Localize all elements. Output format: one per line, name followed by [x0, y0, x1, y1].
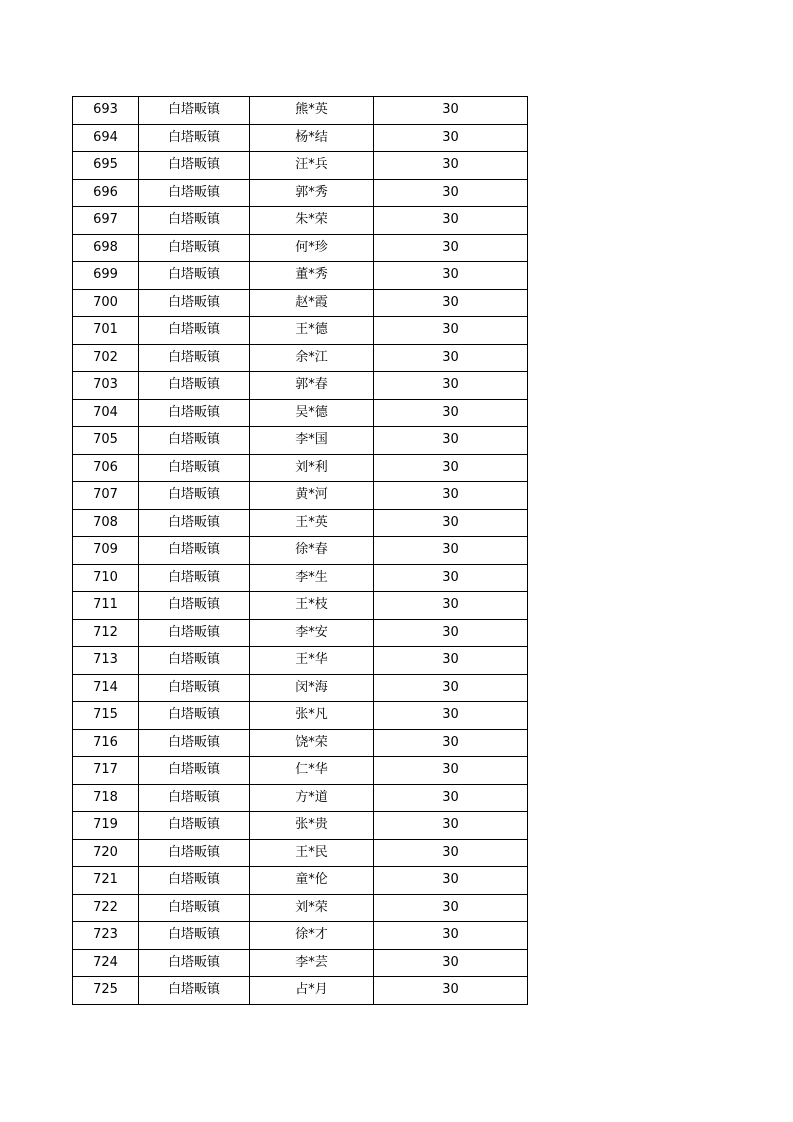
name-cell: 杨*结 [250, 124, 374, 152]
table-row [73, 729, 528, 757]
town-cell: 白塔畈镇 [139, 152, 250, 180]
amount-cell: 30 [374, 537, 528, 565]
row-number-cell: 717 [73, 757, 139, 785]
row-number-cell: 701 [73, 317, 139, 345]
name-cell: 张*贵 [250, 812, 374, 840]
amount-cell: 30 [374, 702, 528, 730]
row-number-cell: 725 [73, 977, 139, 1005]
name-cell: 饶*荣 [250, 729, 374, 757]
town-cell: 白塔畈镇 [139, 482, 250, 510]
amount-cell: 30 [374, 482, 528, 510]
amount-cell: 30 [374, 234, 528, 262]
town-cell: 白塔畈镇 [139, 674, 250, 702]
name-cell: 王*枝 [250, 592, 374, 620]
name-cell: 李*国 [250, 427, 374, 455]
table-row [73, 124, 528, 152]
table-row [73, 262, 528, 290]
row-number-cell: 722 [73, 894, 139, 922]
amount-cell: 30 [374, 262, 528, 290]
town-cell: 白塔畈镇 [139, 317, 250, 345]
row-number-cell: 711 [73, 592, 139, 620]
amount-cell: 30 [374, 784, 528, 812]
amount-cell: 30 [374, 647, 528, 675]
town-cell: 白塔畈镇 [139, 867, 250, 895]
town-cell: 白塔畈镇 [139, 949, 250, 977]
name-cell: 王*德 [250, 317, 374, 345]
town-cell: 白塔畈镇 [139, 262, 250, 290]
amount-cell: 30 [374, 124, 528, 152]
amount-cell: 30 [374, 427, 528, 455]
row-number-cell: 702 [73, 344, 139, 372]
amount-cell: 30 [374, 949, 528, 977]
row-number-cell: 694 [73, 124, 139, 152]
amount-cell: 30 [374, 922, 528, 950]
name-cell: 朱*荣 [250, 207, 374, 235]
table-row [73, 592, 528, 620]
table-row [73, 784, 528, 812]
row-number-cell: 698 [73, 234, 139, 262]
name-cell: 赵*霞 [250, 289, 374, 317]
roster-table-container [72, 96, 528, 1005]
town-cell: 白塔畈镇 [139, 179, 250, 207]
town-cell: 白塔畈镇 [139, 784, 250, 812]
table-row [73, 812, 528, 840]
row-number-cell: 704 [73, 399, 139, 427]
name-cell: 童*伦 [250, 867, 374, 895]
name-cell: 熊*英 [250, 97, 374, 125]
table-row [73, 757, 528, 785]
name-cell: 董*秀 [250, 262, 374, 290]
table-row [73, 234, 528, 262]
town-cell: 白塔畈镇 [139, 454, 250, 482]
row-number-cell: 703 [73, 372, 139, 400]
amount-cell: 30 [374, 509, 528, 537]
town-cell: 白塔畈镇 [139, 537, 250, 565]
table-body [73, 97, 528, 1005]
table-row [73, 97, 528, 125]
table-row [73, 344, 528, 372]
row-number-cell: 720 [73, 839, 139, 867]
table-row [73, 977, 528, 1005]
name-cell: 徐*春 [250, 537, 374, 565]
amount-cell: 30 [374, 344, 528, 372]
name-cell: 张*凡 [250, 702, 374, 730]
town-cell: 白塔畈镇 [139, 564, 250, 592]
town-cell: 白塔畈镇 [139, 757, 250, 785]
name-cell: 王*华 [250, 647, 374, 675]
table-row [73, 399, 528, 427]
name-cell: 仁*华 [250, 757, 374, 785]
amount-cell: 30 [374, 372, 528, 400]
row-number-cell: 714 [73, 674, 139, 702]
row-number-cell: 693 [73, 97, 139, 125]
table-row [73, 207, 528, 235]
town-cell: 白塔畈镇 [139, 289, 250, 317]
name-cell: 王*英 [250, 509, 374, 537]
town-cell: 白塔畈镇 [139, 427, 250, 455]
town-cell: 白塔畈镇 [139, 812, 250, 840]
amount-cell: 30 [374, 399, 528, 427]
table-row [73, 867, 528, 895]
table-row [73, 922, 528, 950]
row-number-cell: 709 [73, 537, 139, 565]
row-number-cell: 696 [73, 179, 139, 207]
name-cell: 李*安 [250, 619, 374, 647]
amount-cell: 30 [374, 839, 528, 867]
row-number-cell: 697 [73, 207, 139, 235]
amount-cell: 30 [374, 317, 528, 345]
roster-table [72, 96, 528, 1005]
row-number-cell: 719 [73, 812, 139, 840]
amount-cell: 30 [374, 674, 528, 702]
town-cell: 白塔畈镇 [139, 124, 250, 152]
row-number-cell: 721 [73, 867, 139, 895]
name-cell: 刘*利 [250, 454, 374, 482]
table-row [73, 564, 528, 592]
amount-cell: 30 [374, 289, 528, 317]
name-cell: 方*道 [250, 784, 374, 812]
town-cell: 白塔畈镇 [139, 509, 250, 537]
amount-cell: 30 [374, 454, 528, 482]
town-cell: 白塔畈镇 [139, 702, 250, 730]
row-number-cell: 706 [73, 454, 139, 482]
name-cell: 余*江 [250, 344, 374, 372]
name-cell: 郭*春 [250, 372, 374, 400]
amount-cell: 30 [374, 564, 528, 592]
town-cell: 白塔畈镇 [139, 399, 250, 427]
town-cell: 白塔畈镇 [139, 234, 250, 262]
town-cell: 白塔畈镇 [139, 207, 250, 235]
row-number-cell: 695 [73, 152, 139, 180]
table-row [73, 537, 528, 565]
row-number-cell: 713 [73, 647, 139, 675]
table-row [73, 702, 528, 730]
amount-cell: 30 [374, 757, 528, 785]
amount-cell: 30 [374, 97, 528, 125]
table-row [73, 372, 528, 400]
amount-cell: 30 [374, 894, 528, 922]
name-cell: 刘*荣 [250, 894, 374, 922]
town-cell: 白塔畈镇 [139, 619, 250, 647]
name-cell: 王*民 [250, 839, 374, 867]
table-row [73, 454, 528, 482]
name-cell: 吴*德 [250, 399, 374, 427]
name-cell: 汪*兵 [250, 152, 374, 180]
name-cell: 李*芸 [250, 949, 374, 977]
table-row [73, 619, 528, 647]
row-number-cell: 718 [73, 784, 139, 812]
town-cell: 白塔畈镇 [139, 372, 250, 400]
town-cell: 白塔畈镇 [139, 592, 250, 620]
table-row [73, 509, 528, 537]
row-number-cell: 707 [73, 482, 139, 510]
row-number-cell: 716 [73, 729, 139, 757]
amount-cell: 30 [374, 729, 528, 757]
row-number-cell: 712 [73, 619, 139, 647]
name-cell: 郭*秀 [250, 179, 374, 207]
table-row [73, 949, 528, 977]
table-row [73, 317, 528, 345]
town-cell: 白塔畈镇 [139, 647, 250, 675]
town-cell: 白塔畈镇 [139, 97, 250, 125]
table-row [73, 152, 528, 180]
table-row [73, 289, 528, 317]
table-row [73, 179, 528, 207]
row-number-cell: 710 [73, 564, 139, 592]
amount-cell: 30 [374, 867, 528, 895]
row-number-cell: 700 [73, 289, 139, 317]
name-cell: 何*珍 [250, 234, 374, 262]
table-row [73, 647, 528, 675]
table-row [73, 482, 528, 510]
town-cell: 白塔畈镇 [139, 922, 250, 950]
row-number-cell: 705 [73, 427, 139, 455]
name-cell: 李*生 [250, 564, 374, 592]
amount-cell: 30 [374, 592, 528, 620]
town-cell: 白塔畈镇 [139, 729, 250, 757]
amount-cell: 30 [374, 812, 528, 840]
row-number-cell: 715 [73, 702, 139, 730]
amount-cell: 30 [374, 179, 528, 207]
amount-cell: 30 [374, 152, 528, 180]
table-row [73, 674, 528, 702]
table-row [73, 839, 528, 867]
town-cell: 白塔畈镇 [139, 977, 250, 1005]
amount-cell: 30 [374, 207, 528, 235]
amount-cell: 30 [374, 977, 528, 1005]
table-row [73, 427, 528, 455]
row-number-cell: 699 [73, 262, 139, 290]
amount-cell: 30 [374, 619, 528, 647]
town-cell: 白塔畈镇 [139, 894, 250, 922]
name-cell: 占*月 [250, 977, 374, 1005]
town-cell: 白塔畈镇 [139, 344, 250, 372]
name-cell: 闵*海 [250, 674, 374, 702]
town-cell: 白塔畈镇 [139, 839, 250, 867]
name-cell: 徐*才 [250, 922, 374, 950]
name-cell: 黄*河 [250, 482, 374, 510]
row-number-cell: 708 [73, 509, 139, 537]
table-row [73, 894, 528, 922]
row-number-cell: 724 [73, 949, 139, 977]
row-number-cell: 723 [73, 922, 139, 950]
